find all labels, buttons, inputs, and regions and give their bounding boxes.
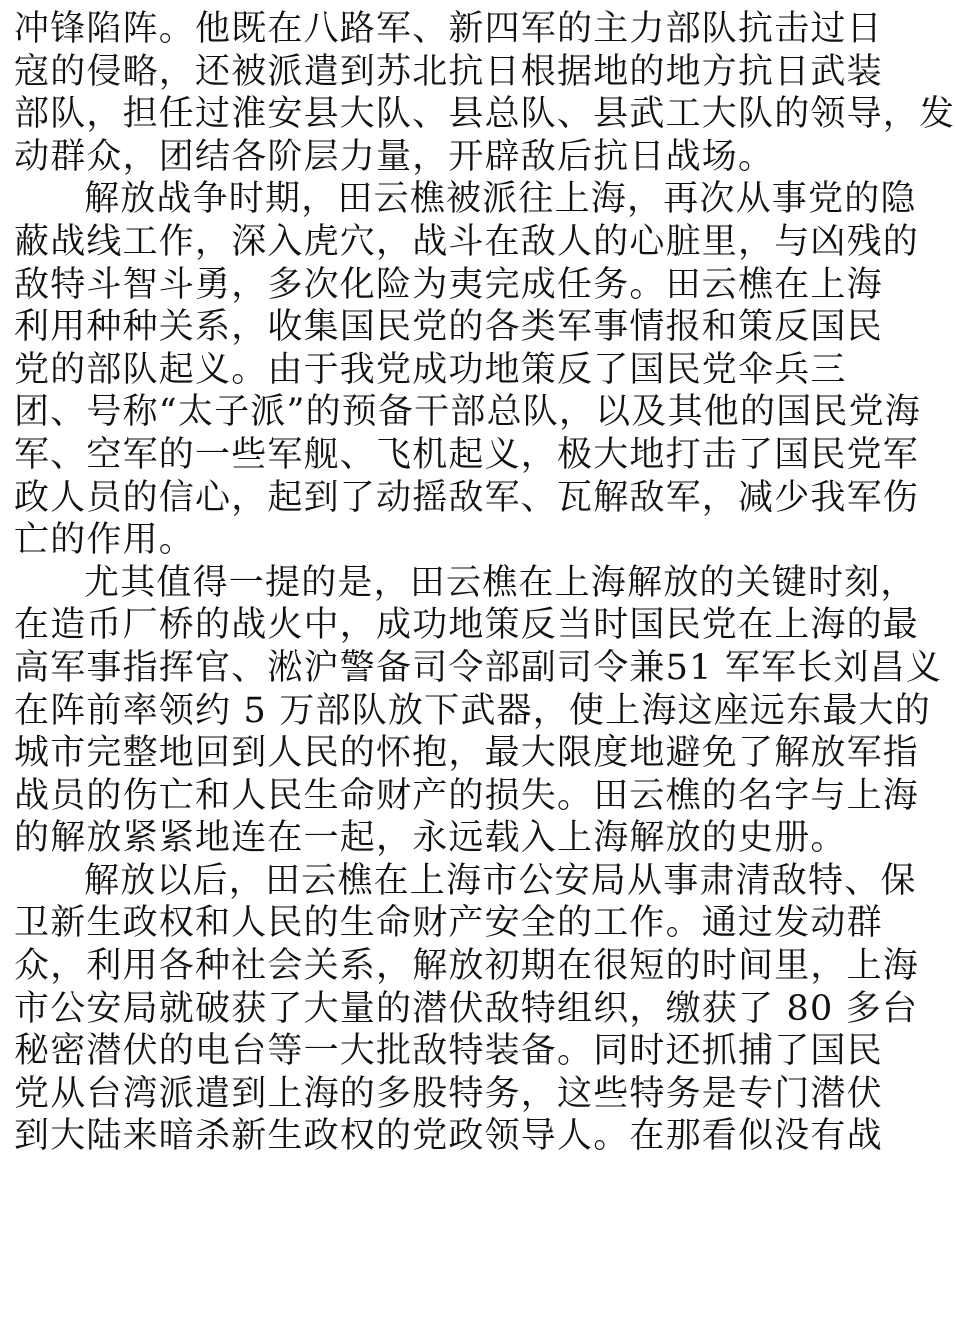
text-line: 在阵前率领约 5 万部队放下武器，使上海这座远东最大的 xyxy=(14,690,931,731)
text-line: 市公安局就破获了大量的潜伏敌特组织，缴获了 80 多台 xyxy=(14,988,919,1029)
text-line: 到大陆来暗杀新生政权的党政领导人。在那看似没有战 xyxy=(14,1116,883,1157)
text-line: 党从台湾派遣到上海的多股特务，这些特务是专门潜伏 xyxy=(14,1073,883,1114)
text-line: 解放战争时期，田云樵被派往上海，再次从事党的隐 xyxy=(84,179,917,220)
text-line: 寇的侵略，还被派遣到苏北抗日根据地的地方抗日武装 xyxy=(14,51,883,92)
text-line: 敌特斗智斗勇，多次化险为夷完成任务。田云樵在上海 xyxy=(14,264,883,305)
paragraph xyxy=(14,178,921,561)
text-line: 在造币厂桥的战火中，成功地策反当时国民党在上海的最 xyxy=(14,605,920,646)
text-line: 的解放紧紧地连在一起，永远载入上海解放的史册。 xyxy=(14,818,847,859)
text-line: 城市完整地回到人民的怀抱，最大限度地避免了解放军指 xyxy=(14,733,920,774)
text-line: 团、号称“太子派”的预备干部总队，以及其他的国民党海 xyxy=(14,392,921,433)
text-line: 秘密潜伏的电台等一大批敌特装备。同时还抓捕了国民 xyxy=(14,1031,883,1072)
text-line: 亡的作用。 xyxy=(14,520,196,561)
text-line: 卫新生政权和人民的生命财产安全的工作。通过发动群 xyxy=(14,903,883,944)
text-line: 动群众，团结各阶层力量，开辟敌后抗日战场。 xyxy=(14,136,775,177)
text-line: 冲锋陷阵。他既在八路军、新四军的主力部队抗击过日 xyxy=(14,9,883,49)
text-line: 利用种种关系，收集国民党的各类军事情报和策反国民 xyxy=(14,307,883,348)
paragraph xyxy=(14,8,955,178)
paragraph xyxy=(14,562,943,860)
text-line: 战员的伤亡和人民生命财产的损失。田云樵的名字与上海 xyxy=(14,775,920,816)
paragraph xyxy=(14,860,920,1158)
text-line: 众，利用各种社会关系，解放初期在很短的时间里，上海 xyxy=(14,946,920,987)
text-line: 解放以后，田云樵在上海市公安局从事肃清敌特、保 xyxy=(84,860,917,901)
text-line: 蔽战线工作，深入虎穴，战斗在敌人的心脏里，与凶残的 xyxy=(14,221,920,262)
text-line: 党的部队起义。由于我党成功地策反了国民党伞兵三 xyxy=(14,349,847,390)
text-line: 高军事指挥官、淞沪警备司令部副司令兼51 军军长刘昌义 xyxy=(14,647,943,688)
text-line: 尤其值得一提的是，田云樵在上海解放的关键时刻， xyxy=(84,562,917,603)
text-line: 部队，担任过淮安县大队、县总队、县武工大队的领导，发 xyxy=(14,94,955,135)
text-line: 军、空军的一些军舰、飞机起义，极大地打击了国民党军 xyxy=(14,434,920,475)
text-line: 政人员的信心，起到了动摇敌军、瓦解敌军，减少我军伤 xyxy=(14,477,920,518)
